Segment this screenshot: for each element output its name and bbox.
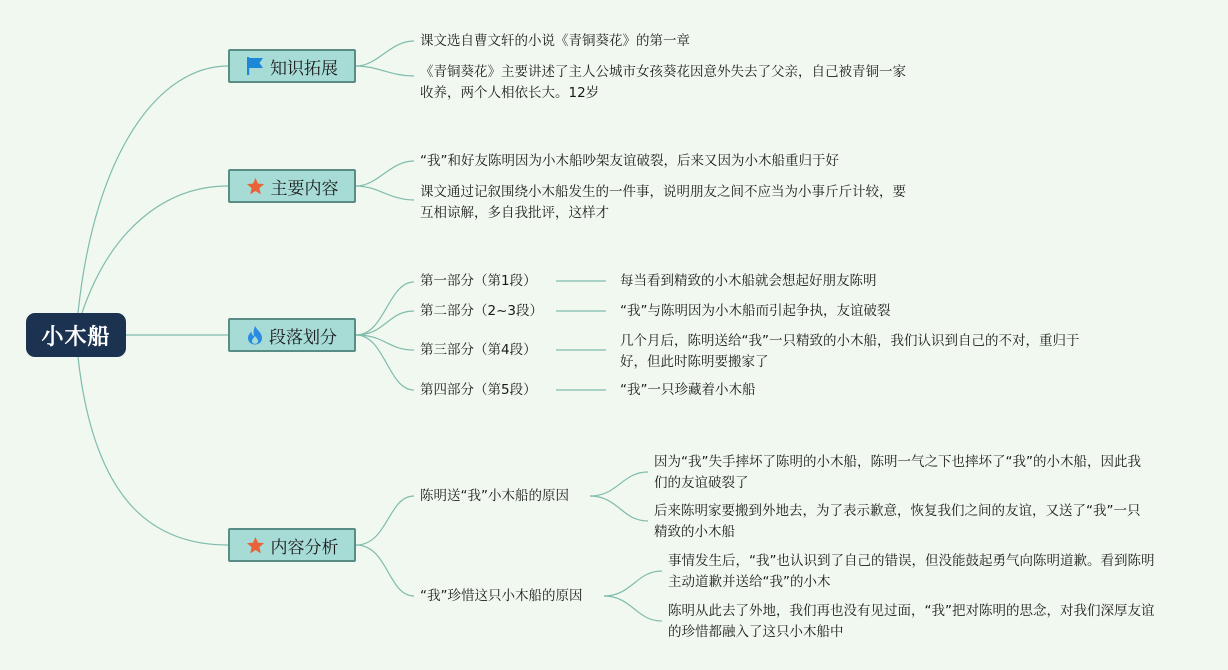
part-desc-1: 每当看到精致的小木船就会想起好朋友陈明: [620, 273, 877, 289]
knowledge-item-1: 课文选自曹文轩的小说《青铜葵花》的第一章: [420, 33, 690, 49]
connector-branch4-group1: [356, 496, 414, 545]
root-label: 小木船: [41, 324, 111, 350]
analysis-group-1-item-2: 后来陈明家要搬到外地去，为了表示歉意，恢复我们之间的友谊，又送了“我”一只精致的小木船: [654, 503, 1141, 540]
connector-branch1-item2: [356, 66, 414, 76]
fire-icon: [247, 325, 263, 345]
connector-group1-item1: [590, 472, 648, 496]
part-label-2: 第二部分（2~3段）: [420, 303, 543, 319]
branch-label: 段落划分: [269, 327, 337, 348]
connector-group1-item2: [590, 496, 648, 521]
branch-label: 内容分析: [270, 537, 339, 558]
flag-icon: [246, 56, 264, 76]
connector-root-branch2: [82, 186, 228, 313]
connector-branch2-item1: [356, 161, 414, 186]
connector-group2-item2: [604, 596, 662, 621]
connector-group2-item1: [604, 571, 662, 596]
part-label-1: 第一部分（第1段）: [420, 273, 537, 289]
connector-branch3-part2: [356, 311, 414, 335]
branch-node-paragraph-division[interactable]: [228, 318, 356, 352]
analysis-group-2-item-2: 陈明从此去了外地，我们再也没有见过面，“我”把对陈明的思念，对我们深厚友谊的珍惜都融入了这只小木船中: [668, 603, 1155, 640]
analysis-group-2-item-1: 事情发生后，“我”也认识到了自己的错误，但没能鼓起勇气向陈明道歉。看到陈明主动道歉并送给“我”的小木: [668, 553, 1155, 590]
main-content-item-1: “我”和好友陈明因为小木船吵架友谊破裂，后来又因为小木船重归于好: [420, 153, 839, 169]
knowledge-item-2: 《青铜葵花》主要讲述了主人公城市女孩葵花因意外失去了父亲，自己被青铜一家收养，两个人相依长大。12岁: [420, 64, 906, 101]
star-icon: [246, 536, 265, 555]
connector-branch1-item1: [356, 41, 414, 66]
analysis-group-1-label: 陈明送“我”小木船的原因: [420, 488, 569, 504]
branch-node-knowledge[interactable]: [228, 49, 356, 83]
analysis-group-2-label: “我”珍惜这只小木船的原因: [420, 588, 583, 604]
part-desc-4: “我”一只珍藏着小木船: [620, 382, 756, 398]
part-label-4: 第四部分（第5段）: [420, 382, 537, 398]
branch-node-main-content[interactable]: [228, 169, 356, 203]
root-node[interactable]: [26, 313, 126, 357]
connector-branch3-part4: [356, 335, 414, 390]
part-label-3: 第三部分（第4段）: [420, 342, 537, 358]
analysis-group-1-item-1: 因为“我”失手摔坏了陈明的小木船，陈明一气之下也摔坏了“我”的小木船，因此我们的友谊破裂了: [654, 454, 1141, 491]
branch-label: 主要内容: [270, 178, 339, 199]
connector-branch2-item2: [356, 186, 414, 200]
branch-label: 知识拓展: [270, 58, 338, 79]
main-content-item-2: 课文通过记叙围绕小木船发生的一件事，说明朋友之间不应当为小事斤斤计较，要互相谅解，多自我批评，这样才: [420, 184, 906, 221]
branch-node-content-analysis[interactable]: [228, 528, 356, 562]
part-desc-2: “我”与陈明因为小木船而引起争执，友谊破裂: [620, 303, 891, 319]
part-desc-3: 几个月后，陈明送给“我”一只精致的小木船，我们认识到自己的不对，重归于好，但此时陈明要搬家了: [620, 333, 1080, 370]
star-icon: [246, 177, 265, 196]
connector-branch4-group2: [356, 545, 414, 596]
connector-branch3-part1: [356, 282, 414, 335]
connector-root-branch1: [78, 66, 228, 313]
connector-root-branch4: [78, 357, 228, 545]
